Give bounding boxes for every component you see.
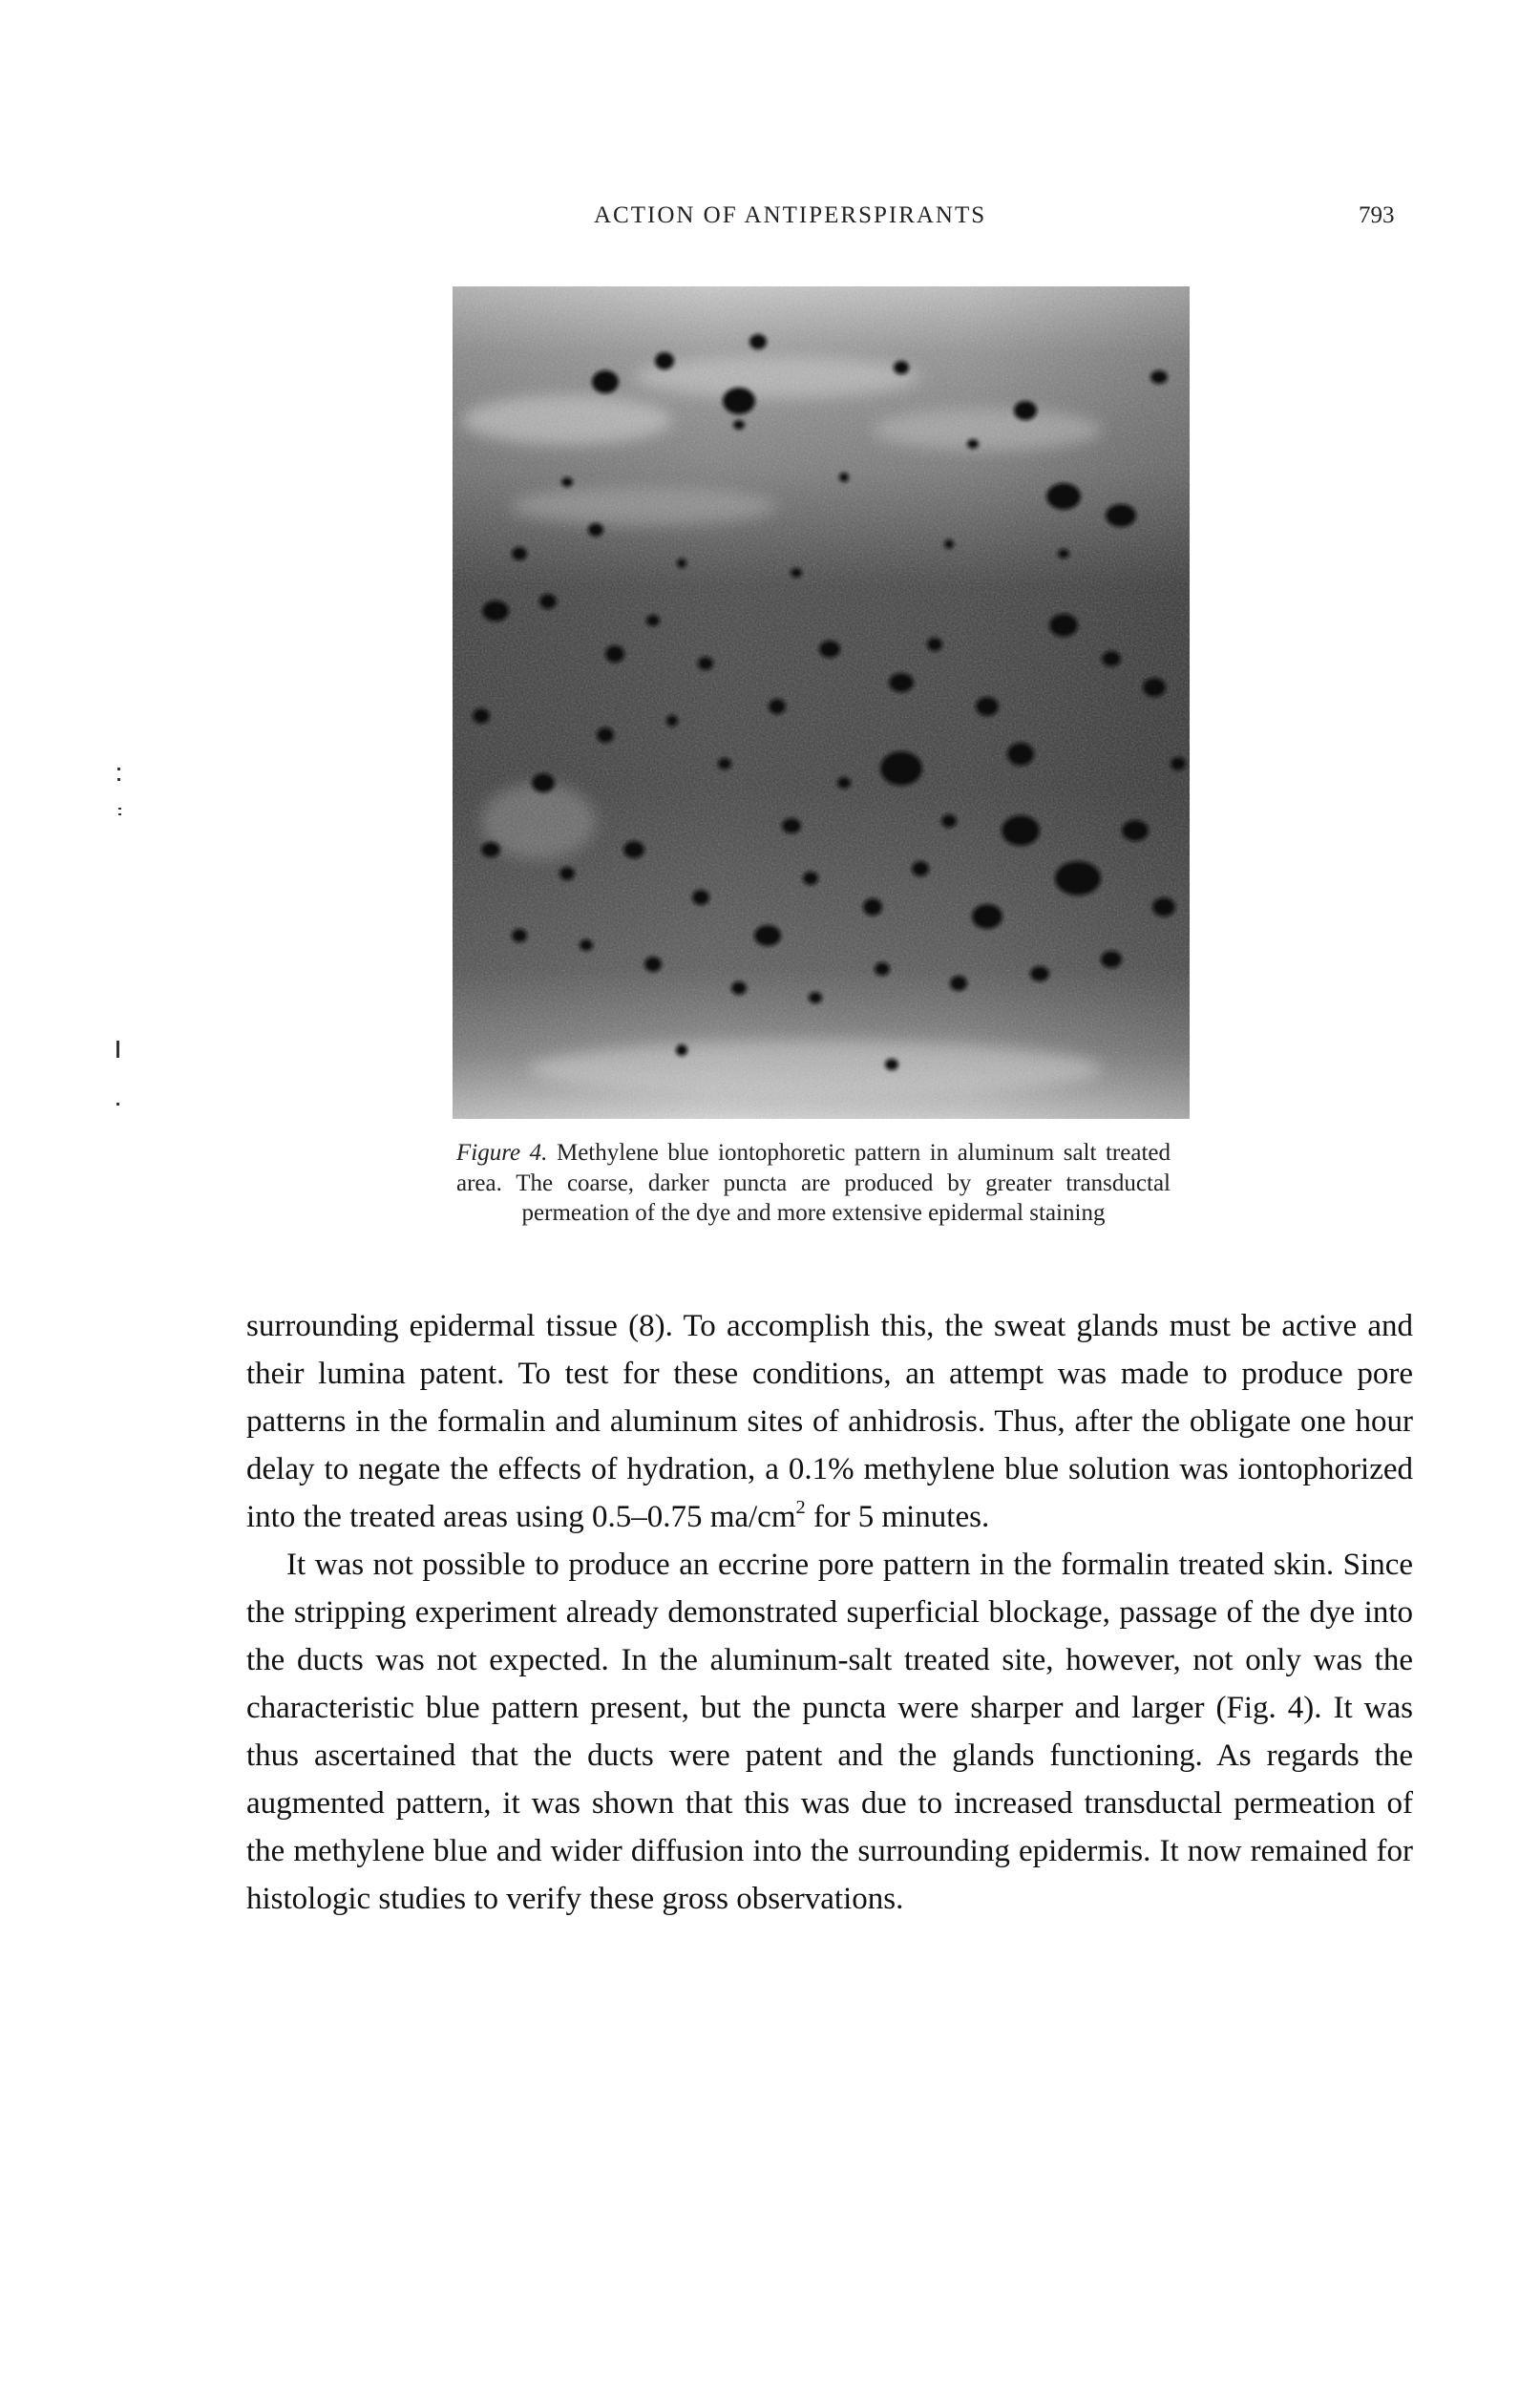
paragraph-2: It was not possible to produce an eccrine pore pattern in the formalin treated skin. Since the stripping experiment already demonstrated superficial blockage, passage of the dye into the ducts was not expected. In the aluminum-salt treated site, however, not only was the characteristic blue pattern present, but the puncta were sharper and larger (Fig. 4). It was thus ascertained that the ducts were patent and the glands functioning. As regards the augmented pattern, it was shown that this was due to increased transductal permeation of the methylene blue and wider diffusion into the surrounding epidermis. It now remained for histologic studies to verify these gross observations. bbox=[246, 1548, 1413, 1916]
figure-caption bbox=[456, 1138, 1171, 1229]
running-head bbox=[0, 202, 1540, 241]
running-title: ACTION OF ANTIPERSPIRANTS bbox=[594, 202, 987, 228]
skin-photo-image bbox=[453, 286, 1190, 1119]
page-number: 793 bbox=[1359, 202, 1395, 228]
figure-caption-text: Methylene blue iontophoretic pattern in aluminum salt treated area. The coarse, darker puncta are produced by greater transductal permeation of the dye and more extensive epidermal staining bbox=[456, 1140, 1171, 1226]
paragraph-1-text: surrounding epidermal tissue (8). To accomplish this, the sweat glands must be active and their lumina patent. To test for these conditions, an attempt was made to produce pore patterns in the formalin and aluminum sites of anhidrosis. Thus, after the obligate one hour delay to negate the effects of hydration, a 0.1% methylene blue solution was iontophorized into the treated areas using 0.5–0.75 ma/cm bbox=[246, 1309, 1413, 1534]
figure-label: Figure 4. bbox=[456, 1140, 548, 1166]
paragraph-1 bbox=[246, 1302, 1413, 1541]
margin-scan-marks bbox=[103, 754, 141, 1136]
figure-4-photograph bbox=[453, 286, 1190, 1119]
body-text bbox=[246, 1302, 1413, 1923]
superscript: 2 bbox=[795, 1496, 806, 1518]
paragraph-1-text-end: for 5 minutes. bbox=[805, 1500, 990, 1534]
